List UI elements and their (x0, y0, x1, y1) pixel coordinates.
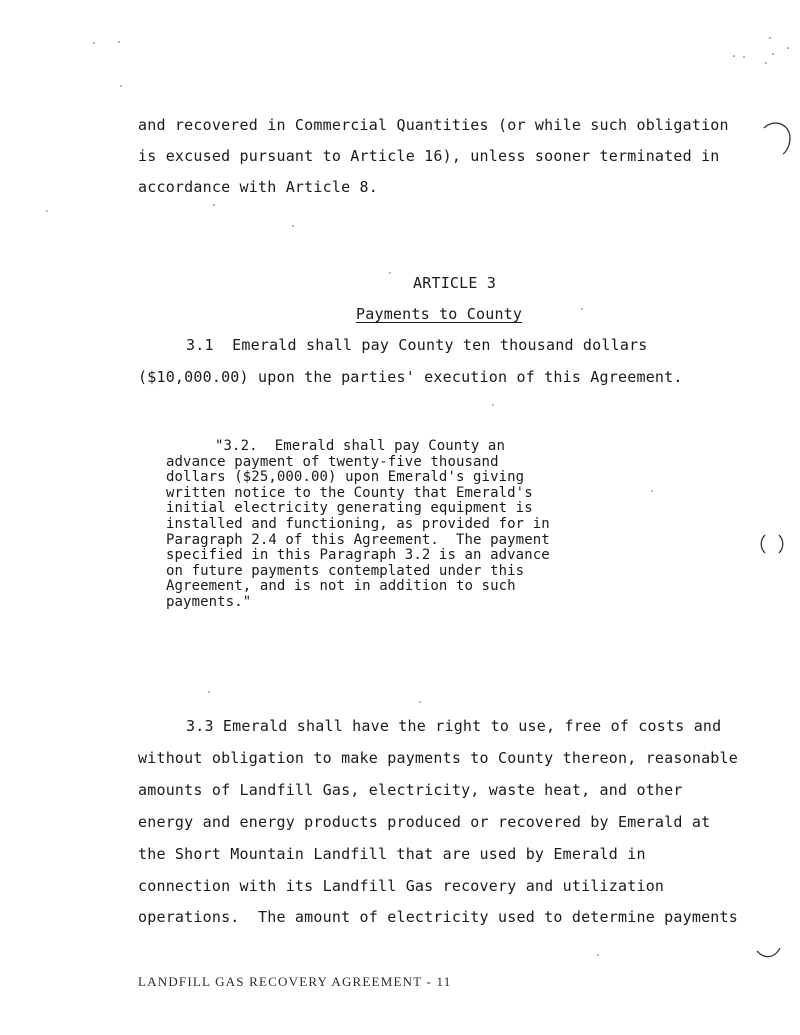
speckle-marks (46, 37, 789, 956)
paragraph-line: and recovered in Commercial Quantities (or while such obligation (138, 116, 729, 134)
section-3-2-line: dollars ($25,000.00) upon Emerald's giving (166, 469, 525, 485)
section-3-2-line: specified in this Paragraph 3.2 is an advance (166, 547, 550, 563)
section-3-2-line: Agreement, and is not in addition to such (166, 578, 516, 594)
section-3-3-line: amounts of Landfill Gas, electricity, waste heat, and other (138, 781, 683, 799)
section-3-3-line: 3.3 Emerald shall have the right to use, free of costs and (186, 717, 722, 735)
section-3-2-line: written notice to the County that Emerald's (166, 485, 533, 501)
section-3-2-line: "3.2. Emerald shall pay County an (215, 438, 505, 454)
section-3-2-line: payments." (166, 594, 252, 610)
section-3-3-line: the Short Mountain Landfill that are used by Emerald in (138, 845, 646, 863)
article-number: ARTICLE 3 (413, 274, 497, 292)
section-3-2-line: Paragraph 2.4 of this Agreement. The payment (166, 532, 550, 548)
margin-curve-marks (757, 123, 790, 957)
article-title: Payments to County (356, 305, 523, 323)
section-3-2-line: initial electricity generating equipment is (166, 500, 533, 516)
section-3-2-line: installed and functioning, as provided for in (166, 516, 550, 532)
section-3-2-line: on future payments contemplated under this (166, 563, 525, 579)
section-3-3-line: operations. The amount of electricity used to determine payments (138, 908, 738, 926)
section-3-1-line: 3.1 Emerald shall pay County ten thousand dollars (186, 336, 648, 354)
section-3-2-line: advance payment of twenty-five thousand (166, 454, 499, 470)
section-3-3-line: energy and energy products produced or recovered by Emerald at (138, 813, 711, 831)
section-3-3-line: connection with its Landfill Gas recovery and utilization (138, 877, 665, 895)
section-3-3-line: without obligation to make payments to County thereon, reasonable (138, 749, 738, 767)
paragraph-line: accordance with Article 8. (138, 178, 378, 196)
page-footer: LANDFILL GAS RECOVERY AGREEMENT - 11 (138, 974, 452, 989)
paragraph-line: is excused pursuant to Article 16), unless sooner terminated in (138, 147, 720, 165)
section-3-1-line: ($10,000.00) upon the parties' execution of this Agreement. (138, 368, 683, 386)
